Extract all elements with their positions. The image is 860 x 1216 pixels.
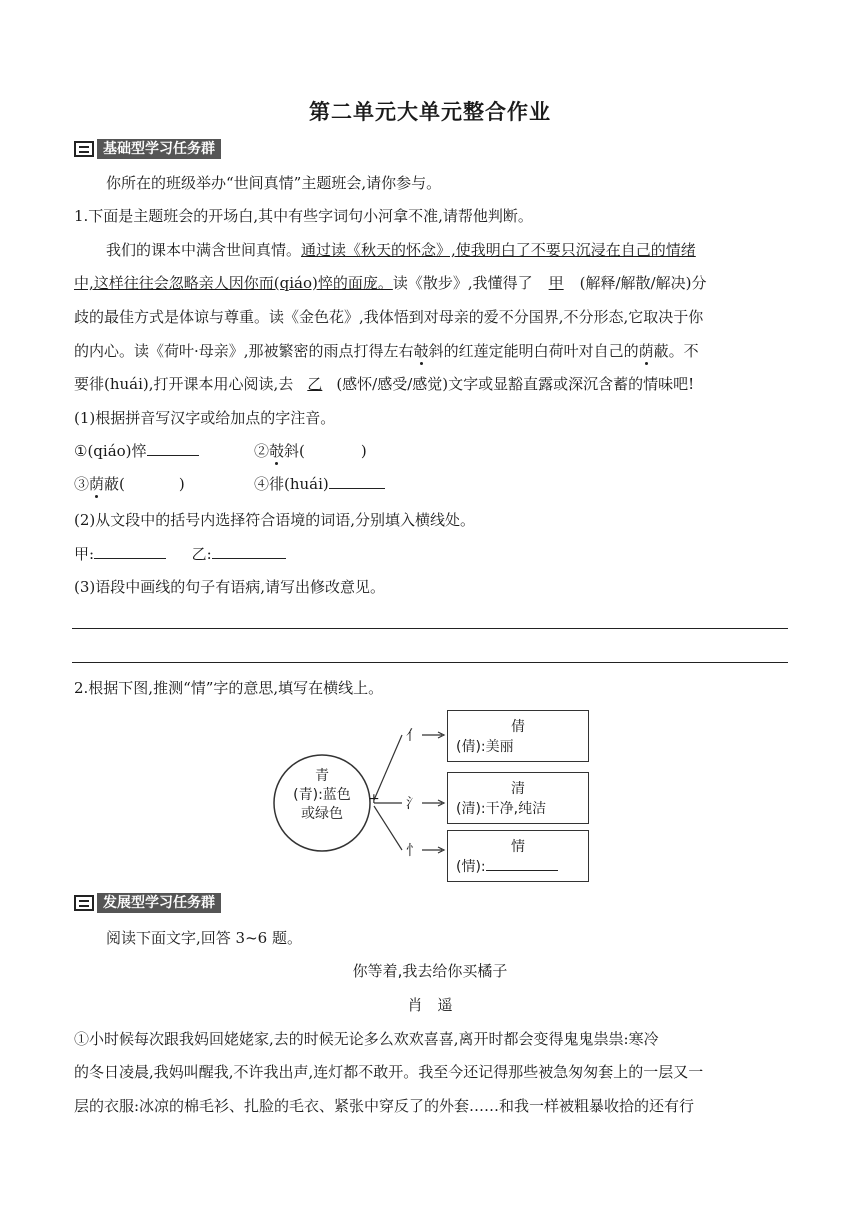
radical-person: 亻 bbox=[406, 728, 420, 744]
sub-question-3: (3)语段中画线的句子有语病,请写出修改意见。 bbox=[74, 578, 386, 596]
page-title: 第二单元大单元整合作业 bbox=[309, 100, 551, 124]
passage-text: 我们的课本中满含世间真情。 bbox=[106, 241, 302, 259]
fill-jia-yi bbox=[74, 544, 286, 564]
section-tag-basic bbox=[74, 139, 221, 159]
passage-text: 读《散步》,我懂得了 bbox=[392, 274, 533, 292]
question-1-stem: 1.下面是主题班会的开场白,其中有些字词句小河拿不准,请帮他判断。 bbox=[74, 207, 533, 225]
article-title: 你等着,我去给你买橘子 bbox=[352, 962, 508, 980]
answer-line-2[interactable] bbox=[72, 662, 788, 663]
box-meaning: (倩):美丽 bbox=[456, 739, 514, 755]
box-char: 倩 bbox=[511, 719, 525, 735]
passage-line-2 bbox=[74, 273, 706, 293]
root-meaning-2: 或绿色 bbox=[301, 806, 343, 822]
sub-question-2: (2)从文段中的括号内选择符合语境的词语,分别填入横线处。 bbox=[74, 511, 476, 529]
box-qian bbox=[447, 710, 589, 762]
dotted-char: 攲 bbox=[413, 342, 429, 360]
notebook-icon bbox=[74, 895, 94, 911]
box-qing-clear bbox=[447, 772, 589, 824]
item-label: ④徘(huái) bbox=[254, 475, 329, 493]
section-tag-label: 基础型学习任务群 bbox=[97, 139, 221, 159]
qing-root-circle bbox=[274, 767, 370, 824]
item-label: ①(qiáo)悴 bbox=[74, 442, 147, 460]
answer-line-1[interactable] bbox=[72, 628, 788, 629]
answer-blank-4[interactable] bbox=[329, 474, 385, 489]
yi-blank[interactable] bbox=[212, 544, 286, 559]
radical-heart: 忄 bbox=[406, 843, 420, 859]
meaning-blank[interactable] bbox=[486, 856, 558, 871]
plus-sign: + bbox=[368, 791, 380, 807]
answer-blank-1[interactable] bbox=[147, 441, 199, 456]
passage-text: 要徘(huái),打开课本用心阅读,去 bbox=[74, 375, 294, 393]
passage-text: (解释/解散/解决)分 bbox=[579, 274, 707, 292]
radical-water: 氵 bbox=[406, 796, 420, 812]
character-diagram bbox=[270, 705, 600, 885]
article-line-1: ①小时候每次跟我妈回姥姥家,去的时候无论多么欢欢喜喜,离开时都会变得鬼鬼祟祟:寒冷 bbox=[74, 1030, 659, 1048]
article-author: 肖 遥 bbox=[407, 996, 453, 1014]
item-label: ③ bbox=[74, 475, 90, 493]
sub-question-1: (1)根据拼音写汉字或给加点的字注音。 bbox=[74, 409, 336, 427]
blank-yi: 乙 bbox=[307, 375, 323, 393]
jia-blank[interactable] bbox=[94, 544, 166, 559]
passage-text: 的内心。读《荷叶·母亲》,那被繁密的雨点打得左右 bbox=[74, 342, 414, 360]
passage-line-3: 歧的最佳方式是体谅与尊重。读《金色花》,我体悟到对母亲的爱不分国界,不分形态,它取决于你 bbox=[74, 308, 704, 326]
passage-text: (感怀/感受/感觉)文字或显豁直露或深沉含蓄的情味吧! bbox=[336, 375, 695, 393]
passage-line-1 bbox=[106, 240, 696, 260]
box-char: 清 bbox=[511, 781, 525, 797]
question-2-stem: 2.根据下图,推测“情”字的意思,填写在横线上。 bbox=[74, 679, 384, 697]
section-tag-develop bbox=[74, 893, 221, 913]
item-3 bbox=[74, 474, 185, 494]
underlined-sentence: 中,这样往往会忽略亲人因你而(qiáo)悴的面庞。 bbox=[74, 274, 393, 292]
dotted-char: 攲 bbox=[269, 442, 285, 460]
item-label: ② bbox=[254, 442, 270, 460]
jia-label: 甲: bbox=[74, 545, 95, 563]
article-line-3: 层的衣服:冰凉的棉毛衫、扎脸的毛衣、紧张中穿反了的外套……和我一样被粗暴收拾的还有行 bbox=[74, 1097, 695, 1115]
passage-line-4 bbox=[74, 341, 699, 361]
box-char: 情 bbox=[511, 839, 525, 855]
item-label: 蔽( bbox=[104, 475, 125, 493]
box-meaning: (清):干净,纯洁 bbox=[456, 801, 547, 817]
root-meaning: (青):蓝色 bbox=[293, 787, 351, 803]
item-2 bbox=[254, 441, 367, 461]
item-label: 斜( bbox=[284, 442, 305, 460]
item-1 bbox=[74, 441, 199, 461]
item-4 bbox=[254, 474, 385, 494]
intro-text: 你所在的班级举办“世间真情”主题班会,请你参与。 bbox=[106, 174, 442, 192]
box-qing-emotion bbox=[447, 830, 589, 882]
notebook-icon bbox=[74, 141, 94, 157]
box-meaning: (情): bbox=[456, 859, 486, 875]
dotted-char: 荫 bbox=[638, 342, 654, 360]
article-line-2: 的冬日凌晨,我妈叫醒我,不许我出声,连灯都不敢开。我至今还记得那些被急匆匆套上的一层又一 bbox=[74, 1063, 704, 1081]
passage-line-5 bbox=[74, 374, 694, 394]
item-label: ) bbox=[178, 475, 185, 493]
item-label: ) bbox=[360, 442, 367, 460]
root-char: 青 bbox=[315, 768, 329, 784]
section-tag-label: 发展型学习任务群 bbox=[97, 893, 221, 913]
yi-label: 乙: bbox=[191, 545, 212, 563]
passage-text: 斜的红莲定能明白荷叶对自己的 bbox=[428, 342, 639, 360]
passage-text: 蔽。不 bbox=[653, 342, 699, 360]
blank-jia: 甲 bbox=[548, 274, 564, 292]
underlined-sentence: 通过读《秋天的怀念》,使我明白了不要只沉浸在自己的情绪 bbox=[301, 241, 696, 259]
dotted-char: 荫 bbox=[89, 475, 105, 493]
reading-instruction: 阅读下面文字,回答 3~6 题。 bbox=[106, 929, 302, 947]
